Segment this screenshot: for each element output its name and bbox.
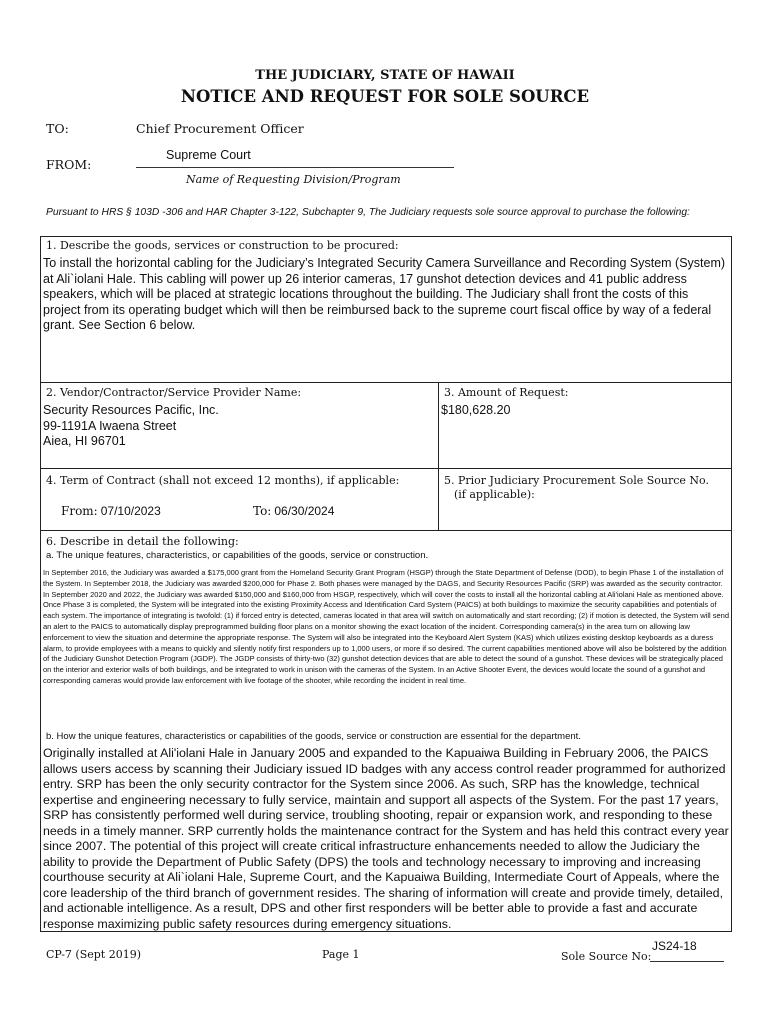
section-2-box [40,382,439,469]
to-value: Chief Procurement Officer [136,121,304,136]
section-1-description-field[interactable]: To install the horizontal cabling for the Judiciary’s Integrated Security Camera Surveillance and Recording System (System) at Ali`iolani Hale. This cabling will power up 26 interior cameras, 17 gunshot detection devices and 41 public address speakers, which will be placed at strategic locations throughout the building. The Judiciary shall front the costs of this project from its operating budget which will then be reimbursed back to the supreme court fiscal office by way of a federal grant. See Section 6 below. [43,256,726,332]
to-label: TO: [46,121,69,136]
section-6b-label: b. How the unique features, characteristics or capabilities of the goods, service or construction are essential for the department. [46,731,581,742]
term-to-label: To: [253,504,272,518]
pursuant-statement: Pursuant to HRS § 103D -306 and HAR Chapter 3-122, Subchapter 9, The Judiciary requests sole source approval to purchase the following: [46,207,690,218]
section-5-label [444,474,709,502]
page-number: Page 1 [322,948,360,961]
section-6-label: 6. Describe in detail the following: [46,535,239,548]
term-from [61,504,161,519]
term-to [253,504,334,519]
section-6a-field[interactable]: In September 2016, the Judiciary was awarded a $175,000 grant from the Homeland Security Grant Program (HSGP) through the State Department of Defense (DOD), to begin Phase 1 of the installation of the System. In September 2018, the Judiciary was awarded $200,000 for Phase 2. Both phases were managed by the DAGS, and Security Resources Pacific (SRP) was awarded as the security contractor. In September 2020 and 2022, the Judiciary was awarded $150,000 and $160,000 from HSGP, respectively, which will cover the costs to install all the horizontal cabling at Ali'iolani Hale as mentioned above. Once Phase 3 is completed, the System will be integrated into the existing Proximity Access and Identification Card System (PAICS) at both buildings to maximize the security capabilities and potentials of each system. The importance of integrating is twofold: (1) if forced entry is detected, cameras located in that area will switch on automatically and start recording; (2) if motion is detected, the System will send an alert to the PAICS to automatically display preprogrammed building floor plans on a monitor showing the exact location of the incident. Corresponding camera(s) in the area turn on allowing law enforcement to view the situation and determine the appropriate response. The System will also be integrated into the Keyboard Alert System (KAS) which utilizes existing desktop keyboards as a duress alarm, to provide employees with a means to quickly and silently notify first responders up to 1,000 users, or more if so desired. The current capabilities mentioned above will also be bolstered by the addition of the Judiciary Gunshot Detection Program (JGDP). The JGDP consists of thirty-two (32) gunshot detection devices that are able to detect the sound of a gunshot. These devices will be strategically placed on the interior and exterior walls of both buildings, and be integrated to work in unison with the cameras of the System. In an Active Shooter Event, the devices would locate the sound of a gunshot and corresponding cameras would provide law enforcement with live footage of the shooter, while recording the incident in real time. [43,568,730,685]
document-title: THE JUDICIARY, STATE OF HAWAII [255,68,515,83]
section-6b-field[interactable]: Originally installed at Ali'iolani Hale in January 2005 and expanded to the Kapuaiwa Building in February 2006, the PAICS allows users access by scanning their Judiciary issued ID badges with any access control reader programmed for authorized entry. SRP has been the only security contractor for the System since 2006. As such, SRP has the knowledge, technical expertise and engineering necessary to fully service, maintain and support all aspects of the System. For the past 17 years, SRP has consistently performed well during service, troubling shooting, repair or expansion work, and responding to these needs in a timely manner. SRP currently holds the maintenance contract for the System and has held this contract every year since 2007. The potential of this project will create critical infrastructure enhancements needed to allow the Judiciary the ability to provide the Department of Public Safety (DPS) the tools and technology necessary to improving and increasing courthouse security at Ali`iolani Hale, Supreme Court, and the Kapuaiwa Building, Intermediate Court of Appeals, where the core leadership of the third branch of government resides. The sharing of information will create and provide timely, detailed, and actionable intelligence. As a result, DPS and other first responders will be better able to provide a fast and accurate response maximizing public safety resources during emergency situations. [43,746,729,931]
term-from-label: From: [61,504,98,518]
form-id: CP-7 (Sept 2019) [46,948,142,961]
amount-field[interactable]: $180,628.20 [441,403,511,417]
section-2-label: 2. Vendor/Contractor/Service Provider Name: [46,386,302,399]
sole-source-label: Sole Source No: [561,950,652,963]
from-value-field[interactable]: Supreme Court [166,148,251,162]
section-4-box [40,468,439,531]
from-label: FROM: [46,157,92,172]
section-1-label: 1. Describe the goods, services or construction to be procured: [46,239,399,252]
from-caption: Name of Requesting Division/Program [186,173,401,186]
section-1-box [40,236,732,383]
sole-source-underline [650,961,724,962]
section-5-label-line1: 5. Prior Judiciary Procurement Sole Source No. [444,474,709,487]
vendor-street: 99-1191A Iwaena Street [43,418,177,433]
section-6a-label: a. The unique features, characteristics, or capabilities of the goods, service or construction. [46,550,429,561]
section-3-box [438,382,732,469]
section-3-label: 3. Amount of Request: [444,386,569,399]
term-from-field[interactable]: 07/10/2023 [100,504,161,518]
section-4-label: 4. Term of Contract (shall not exceed 12 months), if applicable: [46,474,400,487]
from-underline [136,167,454,168]
term-to-field[interactable]: 06/30/2024 [274,504,335,518]
sole-source-field[interactable]: JS24-18 [652,939,697,953]
section-6-box [40,530,732,932]
vendor-field[interactable] [43,403,219,450]
section-5-box [438,468,732,531]
vendor-city: Aiea, HI 96701 [43,434,126,448]
document-subtitle: NOTICE AND REQUEST FOR SOLE SOURCE [180,87,590,106]
vendor-name: Security Resources Pacific, Inc. [43,403,219,417]
section-5-label-line2: (if applicable): [454,488,535,501]
